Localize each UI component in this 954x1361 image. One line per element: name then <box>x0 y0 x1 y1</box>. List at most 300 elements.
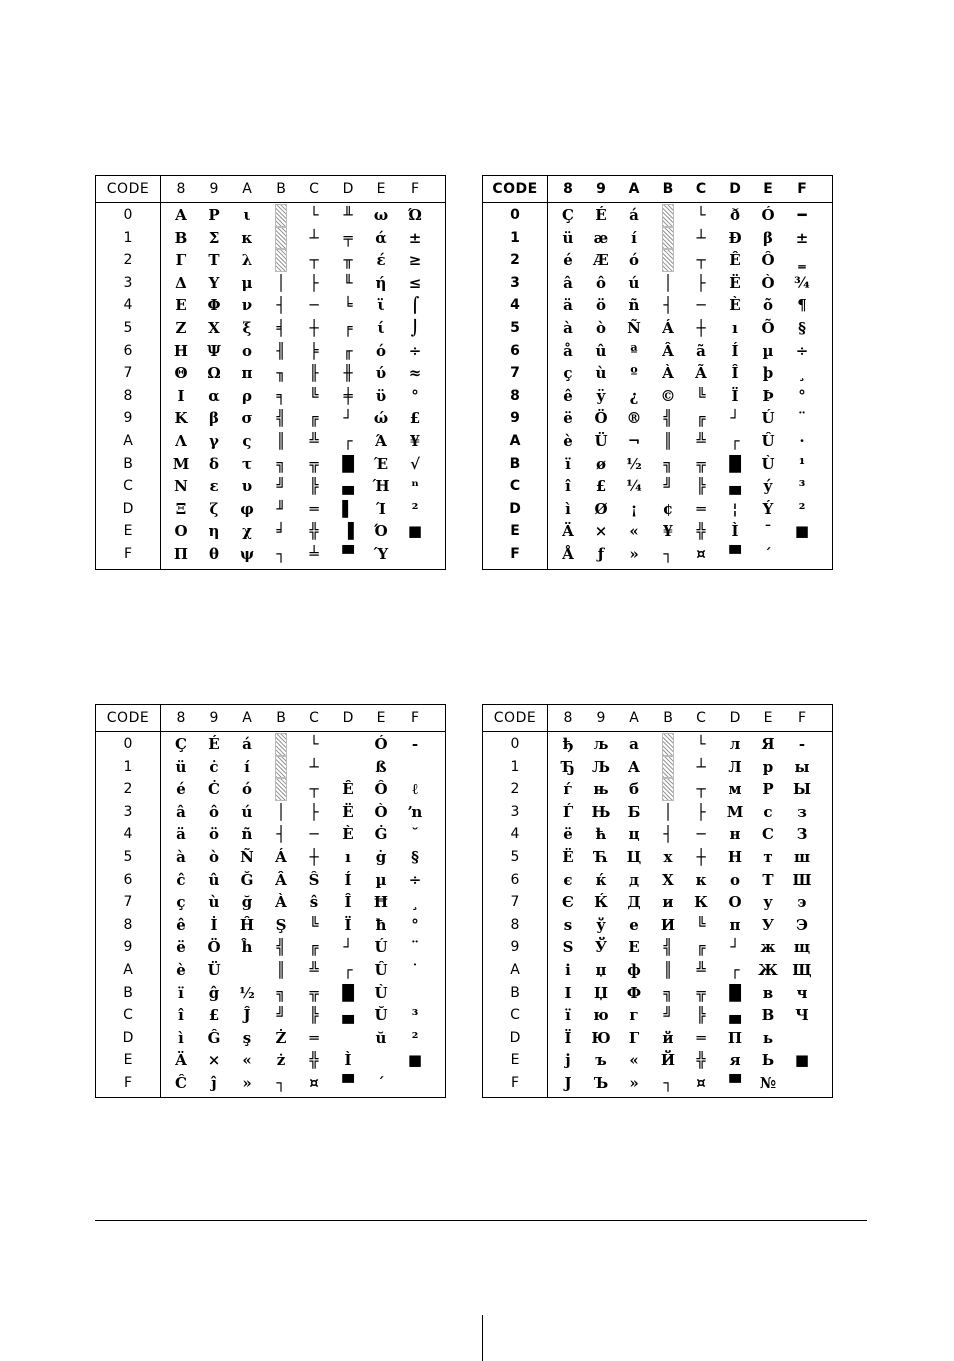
glyph-cell: τ <box>241 454 253 473</box>
glyph-cell: Ь <box>761 1051 775 1070</box>
glyph-cell: ş <box>242 1028 252 1047</box>
glyph-cell: Ô <box>761 251 775 270</box>
glyph-cell: ‗ <box>798 251 806 270</box>
glyph-cell: ç <box>563 364 573 383</box>
glyph-cell: ⁿ <box>411 477 419 496</box>
glyph-cell: ë <box>563 409 573 428</box>
glyph-cell: ρ <box>242 386 252 405</box>
glyph-cell: Ñ <box>240 848 254 866</box>
glyph-cell: - <box>411 735 419 753</box>
row-code: D <box>509 1029 521 1046</box>
row-code: 5 <box>123 849 133 865</box>
glyph-cell: μ <box>241 273 253 292</box>
glyph-cell: Ï <box>344 915 352 934</box>
glyph-cell: Ё <box>562 848 574 866</box>
glyph-cell <box>787 543 817 565</box>
glyph-cell: ╗ <box>276 983 286 1002</box>
glyph-cell: ° <box>411 915 419 934</box>
glyph-cell: Ú <box>761 409 775 428</box>
row-code: A <box>123 433 133 449</box>
glyph-cell: Χ <box>208 319 220 337</box>
row-code: 0 <box>510 736 520 752</box>
glyph-cell: ÷ <box>795 341 809 360</box>
glyph-cell: ц <box>628 825 640 844</box>
glyph-cell: љ <box>593 735 609 753</box>
glyph-cell: Λ <box>175 432 187 450</box>
glyph-cell: ñ <box>628 296 640 315</box>
glyph-cell: ѓ <box>563 780 573 799</box>
glyph-cell: Ö <box>594 409 608 428</box>
glyph-cell: ╝ <box>663 477 673 496</box>
glyph-cell: ¦ <box>732 499 738 518</box>
glyph-cell: й <box>662 1028 674 1047</box>
glyph-cell: ½ <box>626 454 642 473</box>
glyph-cell: └ <box>696 735 706 753</box>
glyph-cell: ╩ <box>696 961 706 979</box>
glyph-cell: ü <box>175 757 187 776</box>
glyph-cell: ┘ <box>730 938 740 957</box>
glyph-cell: ╝ <box>663 1006 673 1025</box>
glyph-cell: ┼ <box>309 848 319 866</box>
glyph-cell: ± <box>408 228 422 247</box>
row-code: 1 <box>123 229 133 246</box>
glyph-cell: ╬ <box>309 522 319 541</box>
glyph-cell: ° <box>411 386 419 405</box>
glyph-cell: Ä <box>562 522 574 541</box>
row-code: 3 <box>123 803 133 820</box>
row-code: E <box>123 1052 133 1069</box>
glyph-cell: Ħ <box>373 893 389 912</box>
column-code: D <box>729 710 741 726</box>
glyph-cell: ≈ <box>408 364 422 383</box>
column-code: E <box>763 710 773 726</box>
row-code: 6 <box>123 871 133 888</box>
glyph-cell: Ò <box>374 802 388 821</box>
glyph-cell: Ό <box>374 522 388 541</box>
glyph-cell: ġ <box>375 848 387 866</box>
glyph-cell: » <box>242 1074 252 1092</box>
glyph-cell: Ü <box>594 432 608 450</box>
column-code: A <box>629 710 639 726</box>
glyph-cell: Ы <box>792 780 812 799</box>
glyph-cell: є <box>563 870 573 889</box>
glyph-cell: Ј <box>564 1074 572 1092</box>
glyph-cell: Ù <box>374 983 388 1002</box>
glyph-cell: ъ <box>595 1051 607 1070</box>
row-code: A <box>509 433 521 449</box>
glyph-cell: ° <box>798 386 806 405</box>
glyph-cell: ┴ <box>309 228 319 247</box>
glyph-cell: ώ <box>373 409 389 428</box>
glyph-cell: ÿ <box>596 386 606 405</box>
glyph-cell: Ŝ <box>308 870 320 889</box>
glyph-cell: â <box>176 802 186 821</box>
glyph-cell: Ξ <box>175 499 187 518</box>
column-code: C <box>309 181 319 197</box>
glyph-cell: К <box>694 893 708 912</box>
glyph-cell: έ <box>376 251 386 270</box>
page-divider <box>95 1220 867 1221</box>
glyph-cell: È <box>729 296 741 315</box>
glyph-cell: Ú <box>374 938 388 957</box>
glyph-cell: « <box>629 1051 639 1070</box>
glyph-cell: Ύ <box>373 545 389 563</box>
glyph-cell <box>400 756 430 778</box>
glyph-cell: Õ <box>761 319 775 337</box>
glyph-cell: § <box>411 848 419 866</box>
column-code: D <box>342 181 354 197</box>
glyph-cell: ÷ <box>408 341 422 360</box>
row-code: 6 <box>123 342 133 359</box>
code-label: CODE <box>493 710 537 726</box>
glyph-cell: ¬ <box>627 432 641 450</box>
glyph-cell-shade <box>275 227 287 250</box>
row-code: C <box>123 478 133 495</box>
glyph-cell: ╒ <box>343 319 353 337</box>
glyph-cell: ╢ <box>276 341 286 360</box>
glyph-cell: ┐ <box>276 1074 286 1092</box>
glyph-cell: ┴ <box>696 228 706 247</box>
glyph-cell: т <box>763 848 773 866</box>
glyph-cell: ╚ <box>696 386 706 405</box>
glyph-cell: Û <box>374 961 388 979</box>
glyph-cell: ▌ <box>342 499 354 518</box>
glyph-cell-shade <box>275 249 287 272</box>
glyph-cell: ■ <box>794 522 810 541</box>
glyph-cell: І <box>564 983 572 1002</box>
glyph-cell: Є <box>562 893 574 912</box>
row-code: 9 <box>510 410 520 427</box>
glyph-cell: É <box>208 735 220 753</box>
glyph-cell: æ <box>593 228 609 247</box>
row-code: 4 <box>123 297 133 314</box>
glyph-cell: δ <box>208 454 219 473</box>
glyph-cell: µ <box>375 870 387 889</box>
glyph-cell: χ <box>242 522 252 541</box>
glyph-cell: Ф <box>626 983 642 1002</box>
glyph-cell: ╦ <box>309 454 319 473</box>
glyph-cell: α <box>208 386 220 405</box>
glyph-cell: Γ <box>175 251 187 270</box>
glyph-cell: Э <box>796 915 808 934</box>
glyph-cell: Ô <box>374 780 388 799</box>
glyph-cell: ö <box>595 296 606 315</box>
glyph-cell: ż <box>276 1051 286 1070</box>
column-code: A <box>242 181 252 197</box>
glyph-cell: ▄ <box>342 1006 354 1025</box>
glyph-cell: ж <box>760 938 776 957</box>
row-code: 2 <box>123 781 133 798</box>
glyph-cell: ┤ <box>663 296 673 315</box>
glyph-cell: ╠ <box>696 477 706 496</box>
column-code: E <box>763 181 773 197</box>
glyph-cell: Џ <box>593 983 609 1002</box>
row-code: 0 <box>123 736 133 752</box>
glyph-cell: ╤ <box>343 228 353 247</box>
glyph-cell <box>400 543 430 565</box>
column-code: B <box>663 710 673 726</box>
glyph-cell: ² <box>411 1028 419 1047</box>
glyph-cell: « <box>242 1051 252 1070</box>
row-code: 7 <box>123 365 133 382</box>
glyph-cell: ┌ <box>730 432 740 450</box>
glyph-cell: Ί <box>376 499 386 518</box>
column-code: E <box>376 710 386 726</box>
glyph-cell: њ <box>593 780 609 799</box>
glyph-cell: ╔ <box>696 938 706 957</box>
glyph-cell: ύ <box>375 364 387 383</box>
column-code: 9 <box>209 181 219 197</box>
row-code: 3 <box>510 803 520 820</box>
glyph-cell: џ <box>595 961 607 979</box>
glyph-cell: ¯ <box>764 522 772 541</box>
glyph-cell: ú <box>628 273 640 292</box>
glyph-cell: ú <box>241 802 253 821</box>
glyph-cell: Ъ <box>593 1074 609 1092</box>
glyph-cell: î <box>178 1006 184 1025</box>
glyph-cell: ª <box>630 341 638 360</box>
glyph-cell: « <box>629 522 639 541</box>
glyph-cell: » <box>629 545 639 563</box>
row-code: 8 <box>123 916 133 933</box>
glyph-cell: ╣ <box>276 409 286 428</box>
glyph-cell: ј <box>565 1051 571 1070</box>
glyph-cell: √ <box>410 454 420 473</box>
glyph-cell: і <box>565 961 571 979</box>
glyph-cell: ╔ <box>309 409 319 428</box>
glyph-cell: Μ <box>172 454 190 473</box>
column-code: D <box>342 710 354 726</box>
glyph-cell: ў <box>596 915 606 934</box>
glyph-cell: § <box>798 319 806 337</box>
row-code: B <box>510 984 520 1001</box>
row-code: 0 <box>123 207 133 223</box>
glyph-cell-shade <box>662 756 674 779</box>
glyph-cell: Ў <box>594 938 608 957</box>
glyph-cell: ½ <box>239 983 255 1002</box>
glyph-cell: Á <box>275 848 287 866</box>
glyph-cell: ĝ <box>208 983 220 1002</box>
glyph-cell: ┬ <box>309 780 319 799</box>
glyph-cell: ▀ <box>342 1074 354 1092</box>
glyph-cell: Í <box>344 870 352 889</box>
glyph-cell: º <box>630 364 638 383</box>
glyph-cell: ί <box>377 319 385 337</box>
glyph-cell: ¼ <box>626 477 642 496</box>
row-code: 7 <box>123 894 133 911</box>
glyph-cell: ┤ <box>276 296 286 315</box>
glyph-cell: г <box>629 1006 639 1025</box>
glyph-cell: £ <box>208 1006 220 1025</box>
glyph-cell: ³ <box>798 477 806 496</box>
glyph-cell: П <box>727 1028 743 1047</box>
glyph-cell: ¶ <box>797 296 807 315</box>
glyph-cell: Ш <box>792 870 812 889</box>
row-code: 3 <box>123 274 133 291</box>
glyph-cell: θ <box>208 545 219 563</box>
glyph-cell: Ї <box>564 1028 572 1047</box>
glyph-cell: ĉ <box>176 870 186 889</box>
glyph-cell: φ <box>240 499 254 518</box>
glyph-cell: ╕ <box>276 386 286 405</box>
glyph-cell: Φ <box>207 296 221 315</box>
glyph-cell: ╚ <box>309 386 319 405</box>
row-code: 9 <box>510 939 520 956</box>
glyph-cell: Ñ <box>627 319 641 337</box>
glyph-cell: ĥ <box>241 938 253 957</box>
glyph-cell: ¸ <box>798 364 806 383</box>
glyph-cell <box>232 959 262 981</box>
column-divider <box>547 176 548 569</box>
glyph-cell: Ç <box>175 735 187 753</box>
row-code: 0 <box>510 207 520 223</box>
row-code: 4 <box>510 297 520 314</box>
glyph-cell: ⌠ <box>410 296 420 315</box>
row-code: 1 <box>123 758 133 775</box>
glyph-cell-shade <box>662 249 674 272</box>
glyph-cell: ╬ <box>696 522 706 541</box>
row-code: A <box>510 962 520 978</box>
glyph-cell: │ <box>663 802 673 821</box>
glyph-cell: В <box>761 1006 775 1025</box>
glyph-cell: с <box>763 802 773 821</box>
glyph-cell: Ù <box>761 454 775 473</box>
glyph-cell: Д <box>627 893 641 912</box>
glyph-cell: Й <box>660 1051 676 1070</box>
glyph-cell: ô <box>208 802 219 821</box>
glyph-cell: Т <box>762 870 774 889</box>
glyph-cell: à <box>176 848 186 866</box>
glyph-cell: Ċ <box>208 780 220 799</box>
glyph-cell: Г <box>628 1028 640 1047</box>
glyph-cell: ╠ <box>309 1006 319 1025</box>
row-code: 6 <box>510 871 520 888</box>
code-table-cyrillic <box>482 704 833 1098</box>
glyph-cell: È <box>342 825 354 844</box>
glyph-cell: Í <box>731 341 739 360</box>
glyph-cell: Ş <box>275 915 287 934</box>
glyph-cell: ø <box>595 454 606 473</box>
glyph-cell: Ю <box>591 1028 611 1047</box>
glyph-cell: ì <box>178 1028 184 1047</box>
glyph-cell: Ğ <box>240 870 254 889</box>
glyph-cell: Ë <box>729 273 741 292</box>
glyph-cell: À <box>662 364 674 383</box>
glyph-cell-shade <box>275 204 287 227</box>
glyph-cell: ─ <box>309 296 319 315</box>
glyph-cell: А <box>627 757 641 776</box>
glyph-cell: └ <box>309 735 319 753</box>
glyph-cell: щ <box>793 938 811 957</box>
row-code: 8 <box>510 916 520 933</box>
glyph-cell: █ <box>729 454 741 473</box>
glyph-cell: ┘ <box>343 938 353 957</box>
row-code: F <box>123 1075 133 1091</box>
glyph-cell: ╫ <box>343 364 353 383</box>
glyph-cell: ò <box>595 319 606 337</box>
glyph-cell: ù <box>208 893 220 912</box>
glyph-cell: À <box>275 893 287 912</box>
glyph-cell: è <box>563 432 573 450</box>
glyph-cell: Ë <box>342 802 354 821</box>
glyph-cell <box>787 1027 817 1049</box>
column-code: C <box>695 181 707 197</box>
row-code: C <box>510 1007 520 1024</box>
glyph-cell: ▄ <box>342 477 354 496</box>
glyph-cell: █ <box>342 983 354 1002</box>
glyph-cell: ╣ <box>663 938 673 957</box>
glyph-cell: İ <box>210 915 218 934</box>
glyph-cell: Π <box>173 545 189 563</box>
glyph-cell: ┌ <box>730 961 740 979</box>
glyph-cell: Ü <box>207 961 221 979</box>
glyph-cell: í <box>631 228 637 247</box>
glyph-cell: ì <box>565 499 571 518</box>
glyph-cell: å <box>563 341 573 360</box>
glyph-cell: ß <box>375 757 387 776</box>
glyph-cell: ² <box>798 499 806 518</box>
glyph-cell: Ѕ <box>562 938 574 957</box>
glyph-cell: à <box>563 319 573 337</box>
glyph-cell <box>400 982 430 1004</box>
glyph-cell: Ż <box>275 1028 287 1047</box>
glyph-cell: б <box>628 780 639 799</box>
glyph-cell: ê <box>563 386 573 405</box>
glyph-cell: ╗ <box>276 454 286 473</box>
glyph-cell: ³ <box>411 1006 419 1025</box>
column-code: B <box>276 181 286 197</box>
column-code: F <box>797 710 807 726</box>
glyph-cell: к <box>695 870 707 889</box>
glyph-cell: ╩ <box>309 432 319 450</box>
glyph-cell: ╔ <box>696 409 706 428</box>
glyph-cell: ä <box>176 825 186 844</box>
glyph-cell: Û <box>761 432 775 450</box>
glyph-cell: Ç <box>562 206 574 224</box>
glyph-cell: ö <box>208 825 219 844</box>
glyph-cell: õ <box>762 296 773 315</box>
glyph-cell: é <box>176 780 186 799</box>
glyph-cell: ® <box>626 409 642 428</box>
row-code: 3 <box>510 274 520 291</box>
glyph-cell: ¸ <box>411 893 419 912</box>
glyph-cell: ¡ <box>630 499 638 518</box>
glyph-cell: Ѓ <box>562 802 574 821</box>
glyph-cell: ŝ <box>309 893 319 912</box>
glyph-cell: ┬ <box>696 251 706 270</box>
glyph-cell: Ά <box>375 432 387 450</box>
row-code: D <box>122 1029 134 1046</box>
glyph-cell: ó <box>241 780 252 799</box>
glyph-cell: á <box>629 206 639 224</box>
glyph-cell: ŉ <box>407 802 423 821</box>
glyph-cell-shade <box>662 778 674 801</box>
glyph-cell: ╜ <box>276 499 286 518</box>
glyph-cell: β <box>763 228 773 247</box>
column-code: A <box>242 710 252 726</box>
glyph-cell: █ <box>342 454 354 473</box>
glyph-cell: ή <box>375 273 387 292</box>
glyph-cell-shade <box>275 778 287 801</box>
glyph-cell: ├ <box>309 273 319 292</box>
glyph-cell: á <box>242 735 252 753</box>
glyph-cell: û <box>595 341 607 360</box>
glyph-cell: Â <box>275 870 287 889</box>
glyph-cell: Л <box>728 757 742 776</box>
row-code: 4 <box>123 826 133 843</box>
glyph-cell: ≤ <box>408 273 422 292</box>
glyph-cell: ý <box>763 477 773 496</box>
